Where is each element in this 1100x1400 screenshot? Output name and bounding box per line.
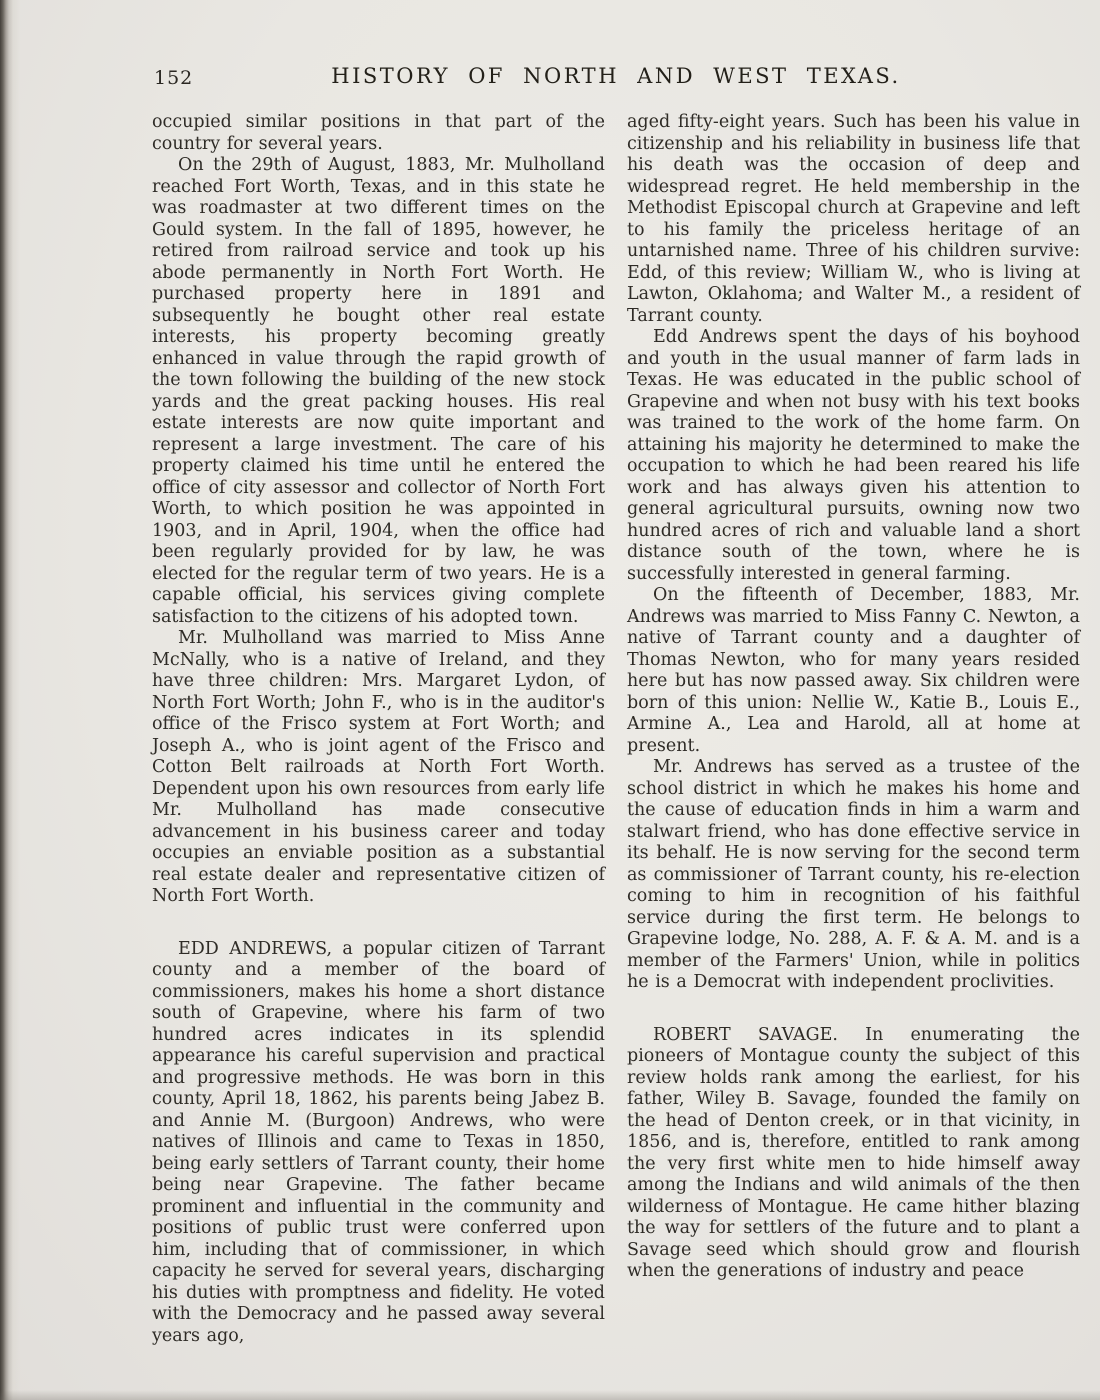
running-title: HISTORY OF NORTH AND WEST TEXAS. xyxy=(331,64,901,88)
paragraph-robert-savage-intro: ROBERT SAVAGE. In enumerating the pioneers of Montague county the subject of this review holds rank among the earliest, for his father, Wiley B. Savage, founded the family on the head of Denton creek, or in that vicinity, in 1856, and is, therefore, entitled to rank among the very first white men to hide himself away among the Indians and wild animals of the then wilderness of Montague. He came hither blazing the way for settlers of the future and to plant a Savage seed which should grow and flourish when the generations of industry and peace xyxy=(627,1024,1080,1281)
book-binding-edge xyxy=(0,0,20,1400)
paragraph-mulholland-family: Mr. Mulholland was married to Miss Anne McNally, who is a native of Ireland, and they have three children: Mrs. Margaret Lydon, of North Fort Worth; John F., who is in the auditor's office of the Frisco system at Fort Worth; and Joseph A., who is joint agent of the Frisco and Cotton Belt railroads at North Fort Worth. Dependent upon his own resources from early life Mr. Mulholland has made consecutive advancement in his business career and today occupies an enviable position as a substantial real estate dealer and representative citizen of North Fort Worth. xyxy=(152,628,605,906)
page-header xyxy=(152,64,1080,94)
paragraph-edd-andrews-marriage: On the fifteenth of December, 1883, Mr. Andrews was married to Miss Fanny C. Newton, a native of Tarrant county and a daughter of Thomas Newton, who for many years resided here but has now passed away. Six children were born of this union: Nellie W., Katie B., Louis E., Armine A., Lea and Harold, all at home at present. xyxy=(627,585,1080,756)
paragraph-edd-andrews-boyhood: Edd Andrews spent the days of his boyhood and youth in the usual manner of farm lads in Texas. He was educated in the public school of Grapevine and when not busy with his text books was trained to the work of the home farm. On attaining his majority he determined to make the occupation to which he had been reared his life work and has always given his attention to general agricultural pursuits, owning now two hundred acres of rich and valuable land a short distance south of the town, where he is successfully interested in general farming. xyxy=(627,327,1080,584)
page-number: 152 xyxy=(154,67,194,89)
paragraph-andrews-father-continuation: aged fifty-eight years. Such has been his value in citizenship and his reliability in business life that his death was the occasion of deep and widespread regret. He held membership in the Methodist Episcopal church at Grapevine and left to his family the priceless heritage of an untarnished name. Three of his children survive: Edd, of this review; William W., who is living at Lawton, Oklahoma; and Walter M., a resident of Tarrant county. xyxy=(627,112,1080,326)
text-columns xyxy=(152,112,1080,1347)
left-column xyxy=(152,112,605,1347)
paragraph-edd-andrews-trustee: Mr. Andrews has served as a trustee of the school district in which he makes his home and the cause of education finds in him a warm and stalwart friend, who has done effective service in its behalf. He is now serving for the second term as commissioner of Tarrant county, his re-election coming to him in recognition of his faithful service during the first term. He belongs to Grapevine lodge, No. 288, A. F. & A. M. and is a member of the Farmers' Union, while in politics he is a Democrat with independent proclivities. xyxy=(627,757,1080,992)
paragraph-edd-andrews-intro: EDD ANDREWS, a popular citizen of Tarrant county and a member of the board of commissioners, makes his home a short distance south of Grapevine, where his farm of two hundred acres indicates in its splendid appearance his careful supervision and practical and progressive methods. He was born in this county, April 18, 1862, his parents being Jabez B. and Annie M. (Burgoon) Andrews, who were natives of Illinois and came to Texas in 1850, being early settlers of Tarrant county, their home being near Grapevine. The father became prominent and influential in the community and positions of public trust were conferred upon him, including that of commissioner, in which capacity he served for several years, discharging his duties with promptness and fidelity. He voted with the Democracy and he passed away several years ago, xyxy=(152,938,605,1346)
right-column xyxy=(627,112,1080,1347)
paragraph-mulholland-career: On the 29th of August, 1883, Mr. Mulholland reached Fort Worth, Texas, and in this state he was roadmaster at two different times on the Gould system. In the fall of 1895, however, he retired from railroad service and took up his abode permanently in North Fort Worth. He purchased property here in 1891 and subsequently he bought other real estate interests, his property becoming greatly enhanced in value through the rapid growth of the town following the building of the new stock yards and the great packing houses. His real estate interests are now quite important and represent a large investment. The care of his property claimed his time until he entered the office of city assessor and collector of North Fort Worth, to which position he was appointed in 1903, and in April, 1904, when the office had been regularly provided for by law, he was elected for the regular term of two years. He is a capable official, his services giving complete satisfaction to the citizens of his adopted town. xyxy=(152,155,605,627)
page-bottom-shadow xyxy=(0,1390,1100,1400)
paragraph-mulholland-continuation: occupied similar positions in that part of the country for several years. xyxy=(152,112,605,154)
